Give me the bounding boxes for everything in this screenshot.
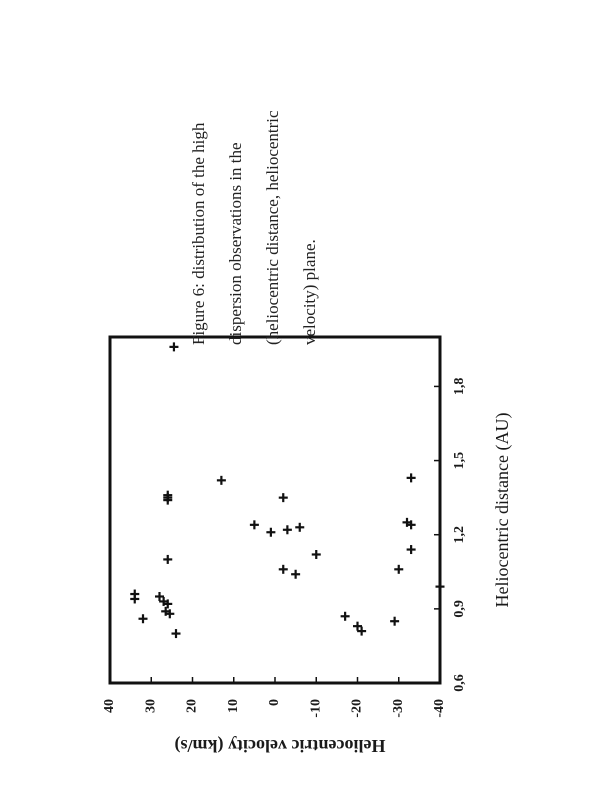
figure-caption [180,0,319,345]
data-point [169,342,178,351]
data-point [390,617,399,626]
caption-line: Figure 6: distribution of the high [189,122,208,345]
data-point [407,473,416,482]
caption-line: (heliocentric distance, heliocentric [263,110,282,345]
y-tick-label: 10 [225,699,241,713]
y-tick-label: -40 [432,699,448,718]
x-tick-label: 0,9 [452,600,468,618]
y-tick-label: 30 [143,699,159,713]
x-tick-label: 1,2 [452,525,468,544]
data-point [436,582,445,591]
data-point [291,570,300,579]
data-point [407,545,416,554]
data-point [130,594,139,603]
y-tick-label: -10 [308,699,324,718]
data-point [394,565,403,574]
y-axis-label: Heliocentric velocity (km/s) [174,735,386,756]
data-point [163,555,172,564]
data-point [250,520,259,529]
y-tick-label: -20 [349,699,365,718]
plot-frame [110,337,440,683]
data-point [266,528,275,537]
y-tick-label: -30 [390,699,406,718]
x-tick-label: 1,8 [452,377,468,396]
x-tick-label: 0,6 [452,674,468,692]
data-point [279,565,288,574]
caption-line: dispersion observations in the [226,142,245,345]
y-tick-label: 40 [102,699,118,713]
data-point [139,614,148,623]
data-point [312,550,321,559]
x-axis-label: Heliocentric distance (AU) [492,412,513,608]
y-tick-label: 0 [267,699,283,706]
y-tick-label: 20 [184,699,200,713]
x-tick-label: 1,5 [452,451,468,470]
data-point [172,629,181,638]
data-point [279,493,288,502]
data-point [341,612,350,621]
data-point [283,525,292,534]
data-point [295,523,304,532]
caption-line: velocity) plane. [300,239,319,345]
data-point [217,476,226,485]
data-points [130,342,444,638]
